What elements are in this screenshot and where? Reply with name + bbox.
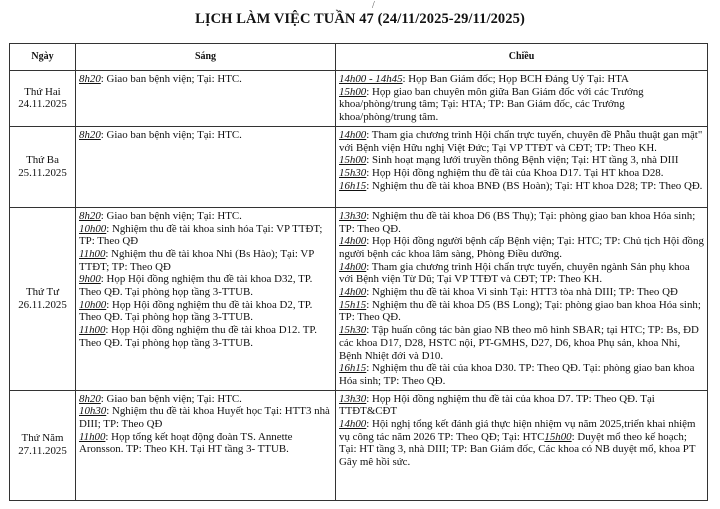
entry-time: 14h00 - 14h45 [339,73,403,85]
entry-time: 14h00 [339,286,367,299]
list-item [339,286,704,299]
header-row [10,44,708,71]
entry-time: 15h30 [339,166,367,179]
weekday: Thứ Năm [21,432,64,445]
day-cell [10,207,76,390]
list-item [339,324,704,362]
entry-text: : Nghiệm thu đề tài khoa D5 (BS Long); Tại: phòng giao ban khoa Hóa sinh; TP: Theo QĐ. [339,298,701,324]
list-item [339,210,704,235]
list-item [79,248,332,273]
list-item [79,73,332,86]
entry-time: 13h30 [339,209,367,222]
list-item [79,299,332,324]
list-item [79,405,332,430]
list-item [79,431,332,456]
entry-text: : Nghiệm thu đề tài khoa BNĐ (BS Hoàn); Tại: HT khoa D28; TP: Theo QĐ. [366,179,703,192]
entry-text: : Giao ban bệnh viện; Tại: HTC. [100,73,242,85]
entry-time: 8h20 [79,128,101,141]
list-item [339,418,704,469]
morning-cell [76,126,336,207]
entry-time: 13h30 [339,392,367,405]
weekday: Thứ Ba [26,154,59,167]
date: 25.11.2025 [18,166,67,179]
list-item [339,235,704,260]
day-cell [10,390,76,500]
entry-text: : Nghiệm thu đề tài khoa Huyết học Tại: HTT3 nhà DIII; TP: Theo QĐ [79,405,330,431]
entry-text: : Giao ban bệnh viện; Tại: HTC. [100,128,242,141]
date: 27.11.2025 [18,445,67,458]
entry-text: : Họp Hội đồng nghiệm thu đề tài khoa D12. TP. Theo QĐ. Tại phòng họp tầng 3-TTUB. [79,324,317,349]
page-title: LỊCH LÀM VIỆC TUẦN 47 (24/11/2025-29/11/2025) [195,11,525,27]
list-item [339,362,704,387]
afternoon-cell [336,126,708,207]
entry-text: : Nghiệm thu đề tài khoa sinh hóa Tại: VP TTĐT; TP: Theo QĐ [79,222,323,248]
schedule-table [9,43,708,501]
date: 24.11.2025 [18,98,67,111]
table-row [10,126,708,207]
list-item [79,324,332,349]
entry-time: 8h20 [79,209,101,222]
list-item [339,73,704,86]
entry-text: : Nghiệm thu đề tài của khoa D30. TP: Theo QĐ. Tại: phòng giao ban khoa Hóa sinh; TP: Theo QĐ. [339,362,695,387]
entry-text: : Sinh hoạt mạng lưới truyền thông Bệnh viện; Tại: HT tầng 3, nhà DIII [366,154,679,167]
entry-text: : Giao ban bệnh viện; Tại: HTC. [100,392,242,405]
list-item [339,86,704,124]
entry-text: : Nghiệm thu đề tài khoa Nhi (Bs Hào); Tại: VP TTĐT; TP: Theo QĐ [79,247,314,273]
entry-text: : Họp tổng kết hoạt động đoàn TS. Annette Aronsson. TP: Theo KH. Tại HT tầng 3- TTUB. [79,430,293,456]
entry-text: : Nghiệm thu đề tài khoa Vi sinh Tại: HTT3 tòa nhà DIII; TP: Theo QĐ [366,286,678,299]
entry-text: : Họp Hội đồng nghiệm thu đề tài của khoa D7. TP: Theo QĐ. Tại TTĐT&CĐT [339,392,655,418]
entry-text: : Tham gia chương trình Hội chẩn trực tuyến, chuyên đề Phẫu thuật gan mật" với Bệnh viện Hữu nghị Việt Đức; Tại VP TTĐT và CĐT; TP: Theo KH. [339,128,703,154]
entry-time: 14h00 [339,418,367,431]
entry-time: 16h15 [339,362,367,375]
entry-time: 15h30 [339,324,367,337]
entry-time: 15h15 [339,298,367,311]
morning-cell [76,71,336,127]
header-afternoon: Chiều [336,44,708,71]
entry-text: : Họp Ban Giám đốc; Họp BCH Đảng Uỷ Tại: HTA [402,73,629,85]
entry-time: 14h00 [339,128,367,141]
entry-time: 16h15 [339,179,367,192]
list-item [339,393,704,418]
date: 26.11.2025 [18,298,67,311]
entry-time: 11h00 [79,430,106,443]
morning-cell [76,390,336,500]
list-item [339,154,704,167]
table-row [10,390,708,500]
entry-time: 15h00 [544,430,572,443]
entry-time: 10h30 [79,405,107,418]
entry-time: 8h20 [79,73,101,85]
list-item [339,167,704,180]
corner-mark: / [372,0,375,11]
entry-time: 10h00 [79,298,107,311]
day-cell [10,71,76,127]
morning-cell [76,207,336,390]
entry-time: 14h00 [339,260,367,273]
entry-text: : Nghiệm thu đề tài khoa D6 (BS Thụ); Tại: phòng giao ban khoa Hóa sinh; TP: Theo QĐ. [339,209,696,235]
entry-time: 11h00 [79,247,106,260]
list-item [79,210,332,223]
list-item [79,223,332,248]
entry-time: 9h00 [79,273,101,286]
entry-text: : Họp Hội đồng người bệnh cấp Bệnh viện; Tại: HTC; TP: Chủ tịch Hội đồng người bệnh các khoa lâm sàng, Phòng Điều dưỡng. [339,235,704,260]
afternoon-cell [336,207,708,390]
entry-text: : Họp Hội đồng nghiệm thu đề tài khoa D32, TP. Theo QĐ. Tại phòng họp tầng 3-TTUB. [79,273,313,299]
entry-text: : Tập huấn công tác bàn giao NB theo mô hình SBAR; tại HTC; TP: Bs, ĐD các khoa D17, D28, HSTC nội, PT-GMHS, D27, D6, khoa Phụ sản, khoa Nhi, Bệnh Nhiệt đới và D10. [339,324,699,362]
entry-time: 10h00 [79,222,107,235]
entry-time: 8h20 [79,392,101,405]
entry-time: 15h00 [339,85,367,98]
table-row [10,71,708,127]
afternoon-cell [336,390,708,500]
entry-text: : Họp giao ban chuyên môn giữa Ban Giám đốc với các Trưởng khoa/phòng/trung tâm; Tại: HTA; TP: Ban Giám đốc, các Trưởng khoa/phòng/trung tâm. [339,85,644,124]
list-item [339,299,704,324]
weekday: Thứ Hai [24,85,61,98]
afternoon-cell [336,71,708,127]
entry-time: 11h00 [79,324,106,337]
list-item [339,261,704,286]
entry-text: : Hội nghị tổng kết đánh giá thực hiện nhiệm vụ năm 2025,triển khai nhiệm vụ công tác năm 2026 TP: Theo QĐ; Tại: HTC [339,418,696,443]
entry-text: : Tham gia chương trình Hội chẩn trực tuyến, chuyên ngành Sản phụ khoa với Bệnh viện Từ Dũ; Tại VP TTĐT và CĐT; TP: Theo KH. [339,260,690,286]
day-cell [10,126,76,207]
weekday: Thứ Tư [25,286,60,299]
entry-time: 14h00 [339,235,367,248]
list-item [339,129,704,154]
header-morning: Sáng [76,44,336,71]
list-item [339,180,704,193]
list-item [79,273,332,298]
header-day: Ngày [10,44,76,71]
entry-text: : Họp Hội đồng nghiệm thu đề tài của Khoa D17. Tại HT khoa D28. [366,166,664,179]
list-item [79,129,332,142]
entry-text: : Duyệt mổ theo kế hoạch; Tại: HT tầng 3, nhà DIII; TP: Ban Giám đốc, Các khoa có NB duyệt mổ, khoa PT Gây mê hồi sức. [339,430,696,469]
list-item [79,393,332,406]
entry-time: 15h00 [339,154,367,167]
entry-text: : Họp Hội đồng nghiệm thu đề tài khoa D2, TP. Theo QĐ. Tại phòng họp tầng 3-TTUB. [79,298,313,324]
table-row [10,207,708,390]
entry-text: : Giao ban bệnh viện; Tại: HTC. [100,209,242,222]
